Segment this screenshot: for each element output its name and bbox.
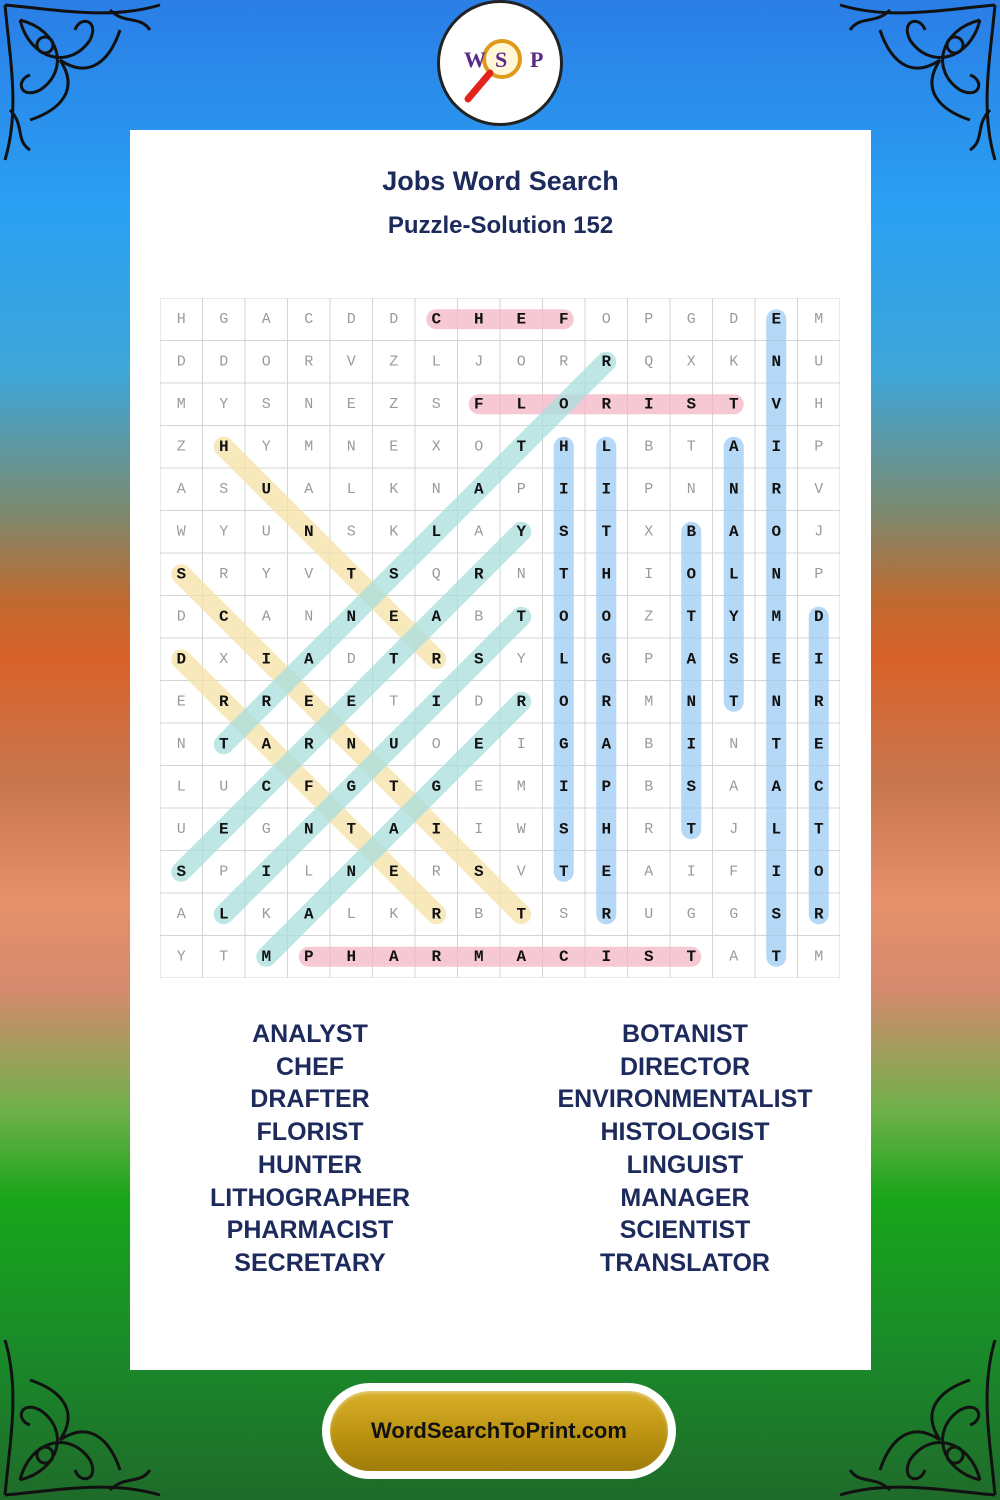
- grid-letter[interactable]: A: [304, 480, 314, 498]
- grid-letter[interactable]: O: [686, 565, 697, 584]
- grid-letter[interactable]: V: [516, 863, 526, 881]
- grid-letter[interactable]: T: [388, 777, 399, 796]
- grid-letter[interactable]: T: [346, 820, 357, 839]
- word-list-item: CHEF: [275, 1052, 345, 1081]
- grid-letter[interactable]: S: [771, 905, 782, 924]
- grid-letter[interactable]: D: [729, 310, 739, 328]
- grid-letter[interactable]: M: [176, 395, 186, 413]
- grid-letter[interactable]: P: [814, 438, 824, 456]
- grid-letter[interactable]: A: [516, 947, 527, 966]
- grid-letter[interactable]: K: [389, 905, 399, 923]
- grid-letter[interactable]: M: [473, 947, 484, 966]
- grid-letter[interactable]: F: [729, 863, 739, 881]
- grid-letter[interactable]: O: [431, 735, 441, 753]
- grid-letter[interactable]: R: [431, 863, 441, 881]
- grid-letter[interactable]: R: [261, 692, 272, 711]
- grid-letter[interactable]: N: [771, 352, 782, 371]
- grid-letter[interactable]: H: [601, 820, 612, 839]
- grid-letter[interactable]: E: [771, 650, 782, 669]
- grid-letter[interactable]: A: [473, 480, 484, 499]
- grid-letter[interactable]: X: [686, 353, 696, 371]
- grid-letter[interactable]: T: [771, 947, 782, 966]
- grid-letter[interactable]: J: [814, 523, 824, 541]
- grid-letter[interactable]: D: [813, 607, 824, 626]
- grid-letter[interactable]: G: [431, 777, 442, 796]
- grid-letter[interactable]: S: [219, 480, 229, 498]
- grid-letter[interactable]: S: [176, 565, 187, 584]
- grid-letter[interactable]: Y: [261, 438, 271, 456]
- grid-letter[interactable]: R: [431, 947, 442, 966]
- grid-letter[interactable]: E: [389, 438, 399, 456]
- grid-letter[interactable]: R: [601, 352, 612, 371]
- grid-letter[interactable]: A: [601, 735, 612, 754]
- grid-letter[interactable]: N: [686, 480, 696, 498]
- grid-letter[interactable]: T: [558, 565, 569, 584]
- grid-letter[interactable]: K: [389, 480, 399, 498]
- grid-letter[interactable]: P: [601, 777, 612, 796]
- grid-letter[interactable]: R: [431, 650, 442, 669]
- grid-letter[interactable]: P: [303, 947, 314, 966]
- grid-letter[interactable]: M: [814, 948, 824, 966]
- grid-letter[interactable]: N: [346, 438, 356, 456]
- grid-letter[interactable]: L: [431, 522, 442, 541]
- grid-letter[interactable]: G: [261, 820, 271, 838]
- grid-letter[interactable]: Z: [389, 395, 399, 413]
- grid-letter[interactable]: D: [176, 353, 186, 371]
- grid-letter[interactable]: M: [261, 947, 272, 966]
- grid-letter[interactable]: N: [176, 735, 186, 753]
- grid-letter[interactable]: G: [729, 905, 739, 923]
- grid-letter[interactable]: Y: [261, 565, 271, 583]
- grid-letter[interactable]: L: [346, 905, 356, 923]
- grid-letter[interactable]: X: [431, 438, 441, 456]
- grid-letter[interactable]: P: [219, 863, 229, 881]
- grid-letter[interactable]: T: [558, 862, 569, 881]
- grid-letter[interactable]: A: [729, 778, 739, 796]
- grid-letter[interactable]: I: [686, 863, 696, 881]
- word-list-item: HUNTER: [257, 1150, 363, 1179]
- grid-letter[interactable]: E: [771, 310, 782, 329]
- grid-letter[interactable]: A: [303, 905, 314, 924]
- grid-letter[interactable]: Z: [644, 608, 654, 626]
- grid-letter[interactable]: O: [771, 522, 782, 541]
- grid-letter[interactable]: A: [388, 820, 399, 839]
- grid-letter[interactable]: U: [176, 820, 186, 838]
- grid-letter[interactable]: Z: [389, 353, 399, 371]
- grid-letter[interactable]: G: [601, 650, 612, 669]
- grid-letter[interactable]: C: [431, 310, 442, 329]
- grid-letter[interactable]: C: [813, 777, 824, 796]
- grid-letter[interactable]: L: [601, 437, 612, 456]
- grid-letter[interactable]: T: [389, 693, 399, 711]
- grid-letter[interactable]: R: [813, 905, 824, 924]
- grid-letter[interactable]: G: [686, 905, 696, 923]
- grid-letter[interactable]: I: [644, 565, 654, 583]
- grid-letter[interactable]: L: [218, 905, 229, 924]
- grid-letter[interactable]: R: [431, 905, 442, 924]
- grid-letter[interactable]: I: [601, 480, 612, 499]
- grid-letter[interactable]: T: [686, 438, 696, 456]
- grid-letter[interactable]: T: [219, 948, 229, 966]
- grid-letter[interactable]: T: [686, 820, 697, 839]
- grid-letter[interactable]: R: [601, 395, 612, 414]
- grid-letter[interactable]: V: [346, 353, 356, 371]
- grid-letter[interactable]: D: [346, 310, 356, 328]
- grid-letter[interactable]: I: [431, 692, 442, 711]
- grid-letter[interactable]: E: [813, 735, 824, 754]
- grid-letter[interactable]: U: [219, 778, 229, 796]
- grid-letter[interactable]: U: [388, 735, 399, 754]
- grid-letter[interactable]: I: [474, 820, 484, 838]
- grid-letter[interactable]: Y: [176, 948, 186, 966]
- grid-letter[interactable]: T: [601, 522, 612, 541]
- grid-letter[interactable]: A: [261, 608, 271, 626]
- grid-letter[interactable]: D: [389, 310, 399, 328]
- grid-letter[interactable]: L: [431, 353, 441, 371]
- grid-letter[interactable]: I: [431, 820, 442, 839]
- grid-letter[interactable]: V: [304, 565, 314, 583]
- grid-letter[interactable]: T: [516, 905, 527, 924]
- grid-letter[interactable]: S: [643, 947, 654, 966]
- grid-letter[interactable]: I: [686, 735, 697, 754]
- grid-letter[interactable]: S: [176, 862, 187, 881]
- grid-letter[interactable]: U: [261, 480, 272, 499]
- grid-letter[interactable]: N: [771, 692, 782, 711]
- word-list-item: LINGUIST: [626, 1150, 744, 1179]
- grid-letter[interactable]: X: [644, 523, 654, 541]
- grid-letter[interactable]: E: [303, 692, 314, 711]
- grid-letter[interactable]: R: [473, 565, 484, 584]
- grid-letter[interactable]: S: [388, 565, 399, 584]
- grid-letter[interactable]: L: [771, 820, 782, 839]
- grid-letter[interactable]: G: [219, 310, 229, 328]
- grid-letter[interactable]: R: [601, 692, 612, 711]
- grid-letter[interactable]: L: [176, 778, 186, 796]
- grid-letter[interactable]: U: [814, 353, 824, 371]
- grid-letter[interactable]: H: [218, 437, 229, 456]
- grid-letter[interactable]: A: [644, 863, 654, 881]
- grid-letter[interactable]: R: [644, 820, 654, 838]
- grid-letter[interactable]: E: [218, 820, 229, 839]
- word-list-item: SECRETARY: [234, 1248, 386, 1277]
- grid-letter[interactable]: G: [558, 735, 569, 754]
- grid-letter[interactable]: R: [813, 692, 824, 711]
- grid-letter[interactable]: T: [771, 735, 782, 754]
- grid-letter[interactable]: S: [558, 820, 569, 839]
- grid-letter[interactable]: Y: [516, 522, 527, 541]
- grid-letter[interactable]: N: [771, 565, 782, 584]
- grid-letter[interactable]: T: [686, 607, 697, 626]
- grid-letter[interactable]: N: [728, 480, 739, 499]
- grid-letter[interactable]: N: [304, 395, 314, 413]
- grid-letter[interactable]: N: [303, 522, 314, 541]
- grid-letter[interactable]: B: [474, 608, 484, 626]
- grid-letter[interactable]: N: [686, 692, 697, 711]
- puzzle-card: [130, 130, 871, 1370]
- grid-letter[interactable]: B: [474, 905, 484, 923]
- word-list-item: BOTANIST: [622, 1020, 748, 1048]
- grid-letter[interactable]: I: [516, 735, 526, 753]
- grid-letter[interactable]: O: [601, 607, 612, 626]
- grid-letter[interactable]: A: [431, 607, 442, 626]
- grid-letter[interactable]: A: [771, 777, 782, 796]
- grid-letter[interactable]: P: [814, 565, 824, 583]
- grid-letter[interactable]: R: [601, 905, 612, 924]
- grid-letter[interactable]: L: [558, 650, 569, 669]
- grid-letter[interactable]: Q: [644, 353, 654, 371]
- grid-letter[interactable]: S: [686, 395, 697, 414]
- grid-letter[interactable]: D: [176, 608, 186, 626]
- grid-letter[interactable]: I: [643, 395, 654, 414]
- grid-letter[interactable]: T: [728, 692, 739, 711]
- grid-letter[interactable]: T: [728, 395, 739, 414]
- grid-letter[interactable]: A: [686, 650, 697, 669]
- grid-letter[interactable]: H: [473, 310, 484, 329]
- grid-letter[interactable]: O: [558, 692, 569, 711]
- grid-letter[interactable]: O: [474, 438, 484, 456]
- puzzle-title: Jobs Word Search: [382, 166, 619, 196]
- word-list-item: ENVIRONMENTALIST: [557, 1085, 813, 1114]
- grid-letter[interactable]: M: [304, 438, 314, 456]
- word-list-item: DRAFTER: [250, 1085, 370, 1114]
- grid-letter[interactable]: I: [771, 437, 782, 456]
- logo-letter-p: P: [530, 47, 544, 72]
- grid-letter[interactable]: U: [261, 523, 271, 541]
- grid-letter[interactable]: B: [644, 735, 654, 753]
- grid-letter[interactable]: R: [516, 692, 527, 711]
- word-list-item: FLORIST: [256, 1118, 364, 1147]
- grid-letter[interactable]: K: [729, 353, 739, 371]
- grid-letter[interactable]: P: [644, 480, 654, 498]
- grid-letter[interactable]: Y: [728, 607, 739, 626]
- grid-letter[interactable]: U: [644, 905, 654, 923]
- grid-letter[interactable]: D: [474, 693, 484, 711]
- grid-letter[interactable]: A: [729, 948, 739, 966]
- grid-letter[interactable]: P: [644, 650, 654, 668]
- grid-letter[interactable]: N: [346, 607, 357, 626]
- grid-letter[interactable]: I: [558, 777, 569, 796]
- grid-letter[interactable]: O: [813, 862, 824, 881]
- grid-letter[interactable]: E: [474, 778, 484, 796]
- grid-letter[interactable]: I: [813, 650, 824, 669]
- grid-letter[interactable]: H: [558, 437, 569, 456]
- grid-letter[interactable]: C: [558, 947, 569, 966]
- word-list-item: HISTOLOGIST: [600, 1118, 770, 1147]
- grid-letter[interactable]: H: [814, 395, 824, 413]
- grid-letter[interactable]: C: [304, 310, 314, 328]
- word-list-item: SCIENTIST: [619, 1216, 751, 1245]
- grid-letter[interactable]: N: [729, 735, 739, 753]
- word-list-right: [505, 1018, 865, 1280]
- grid-letter[interactable]: I: [601, 947, 612, 966]
- grid-letter[interactable]: E: [473, 735, 484, 754]
- grid-letter[interactable]: R: [303, 735, 314, 754]
- word-list-left: [130, 1018, 490, 1280]
- grid-letter[interactable]: A: [176, 905, 186, 923]
- grid-letter[interactable]: D: [219, 353, 229, 371]
- grid-letter[interactable]: Q: [431, 565, 441, 583]
- grid-letter[interactable]: S: [261, 395, 271, 413]
- grid-letter[interactable]: A: [728, 522, 739, 541]
- grid-letter[interactable]: A: [303, 650, 314, 669]
- grid-letter[interactable]: T: [218, 735, 229, 754]
- grid-letter[interactable]: O: [516, 353, 526, 371]
- grid-letter[interactable]: O: [261, 353, 271, 371]
- grid-letter[interactable]: A: [388, 947, 399, 966]
- grid-letter[interactable]: B: [644, 438, 654, 456]
- grid-letter[interactable]: I: [558, 480, 569, 499]
- grid-letter[interactable]: F: [558, 310, 569, 329]
- grid-letter[interactable]: W: [516, 820, 526, 838]
- word-search-grid[interactable]: [160, 298, 840, 978]
- grid-letter[interactable]: E: [346, 395, 356, 413]
- grid-letter[interactable]: O: [558, 395, 569, 414]
- grid-letter[interactable]: A: [474, 523, 484, 541]
- word-list-item: ANALYST: [252, 1020, 368, 1048]
- grid-letter[interactable]: K: [261, 905, 271, 923]
- grid-letter[interactable]: W: [176, 523, 186, 541]
- grid-letter[interactable]: Y: [219, 395, 229, 413]
- grid-letter[interactable]: S: [346, 523, 356, 541]
- grid-letter[interactable]: S: [558, 522, 569, 541]
- grid-letter[interactable]: Z: [176, 438, 186, 456]
- grid-letter[interactable]: L: [346, 480, 356, 498]
- grid-letter[interactable]: T: [388, 650, 399, 669]
- grid-letter[interactable]: R: [304, 353, 314, 371]
- grid-letter[interactable]: M: [814, 310, 824, 328]
- grid-letter[interactable]: N: [346, 862, 357, 881]
- grid-letter[interactable]: I: [261, 650, 272, 669]
- grid-letter[interactable]: I: [261, 862, 272, 881]
- wsp-logo[interactable]: [437, 0, 563, 126]
- grid-letter[interactable]: R: [219, 565, 229, 583]
- grid-letter[interactable]: R: [559, 353, 569, 371]
- grid-letter[interactable]: T: [346, 565, 357, 584]
- grid-letter[interactable]: B: [686, 522, 697, 541]
- grid-letter[interactable]: V: [814, 480, 824, 498]
- grid-letter[interactable]: V: [771, 395, 782, 414]
- grid-letter[interactable]: F: [473, 395, 484, 414]
- grid-letter[interactable]: R: [218, 692, 229, 711]
- grid-letter[interactable]: N: [346, 735, 357, 754]
- grid-letter[interactable]: T: [516, 437, 527, 456]
- grid-letter[interactable]: A: [261, 735, 272, 754]
- grid-letter[interactable]: X: [219, 650, 229, 668]
- grid-letter[interactable]: S: [431, 395, 441, 413]
- grid-letter[interactable]: C: [261, 777, 272, 796]
- word-list-item: LITHOGRAPHER: [210, 1183, 410, 1212]
- grid-letter[interactable]: N: [303, 820, 314, 839]
- logo-letter-s: S: [495, 47, 508, 72]
- word-list-item: DIRECTOR: [619, 1052, 751, 1081]
- site-link-label: WordSearchToPrint.com: [330, 1391, 668, 1471]
- grid-letter[interactable]: N: [304, 608, 314, 626]
- grid-letter[interactable]: H: [176, 310, 186, 328]
- grid-letter[interactable]: S: [686, 777, 697, 796]
- word-list-item: MANAGER: [620, 1183, 750, 1212]
- grid-letter[interactable]: A: [176, 480, 186, 498]
- magnifier-icon: [440, 3, 560, 123]
- grid-letter[interactable]: E: [601, 862, 612, 881]
- grid-letter[interactable]: F: [303, 777, 314, 796]
- grid-letter[interactable]: N: [516, 565, 526, 583]
- word-list-item: PHARMACIST: [226, 1216, 394, 1245]
- grid-letter[interactable]: T: [516, 607, 527, 626]
- grid-letter[interactable]: E: [388, 862, 399, 881]
- grid-letter[interactable]: O: [558, 607, 569, 626]
- grid-letter[interactable]: Y: [516, 650, 526, 668]
- grid-letter[interactable]: L: [304, 863, 314, 881]
- grid-letter[interactable]: B: [644, 778, 654, 796]
- grid-letter[interactable]: O: [601, 310, 611, 328]
- grid-letter[interactable]: G: [346, 777, 357, 796]
- grid-letter[interactable]: H: [346, 947, 357, 966]
- grid-letter[interactable]: S: [473, 862, 484, 881]
- grid-letter[interactable]: M: [771, 607, 782, 626]
- word-list-item: TRANSLATOR: [600, 1248, 770, 1277]
- grid-letter[interactable]: E: [176, 693, 186, 711]
- grid-letter[interactable]: G: [686, 310, 696, 328]
- grid-letter[interactable]: J: [729, 820, 739, 838]
- grid-letter[interactable]: S: [473, 650, 484, 669]
- grid-letter[interactable]: A: [728, 437, 739, 456]
- grid-letter[interactable]: T: [686, 947, 697, 966]
- grid-letter[interactable]: S: [728, 650, 739, 669]
- grid-letter[interactable]: E: [388, 607, 399, 626]
- grid-letter[interactable]: L: [728, 565, 739, 584]
- logo-letter-w: W: [464, 47, 486, 72]
- grid-letter[interactable]: A: [261, 310, 271, 328]
- grid-letter[interactable]: D: [346, 650, 356, 668]
- grid-letter[interactable]: R: [771, 480, 782, 499]
- grid-letter[interactable]: J: [474, 353, 484, 371]
- grid-letter[interactable]: T: [813, 820, 824, 839]
- grid-letter[interactable]: M: [516, 778, 526, 796]
- grid-letter[interactable]: P: [516, 480, 526, 498]
- grid-letter[interactable]: P: [644, 310, 654, 328]
- grid-letter[interactable]: L: [516, 395, 527, 414]
- puzzle-subtitle: Puzzle-Solution 152: [387, 212, 614, 239]
- site-link-button[interactable]: [322, 1383, 676, 1479]
- grid-letter[interactable]: C: [218, 607, 229, 626]
- grid-letter[interactable]: D: [176, 650, 187, 669]
- grid-letter[interactable]: M: [644, 693, 654, 711]
- grid-letter[interactable]: E: [346, 692, 357, 711]
- grid-letter[interactable]: K: [389, 523, 399, 541]
- grid-canvas: [160, 298, 840, 978]
- grid-letter[interactable]: S: [559, 905, 569, 923]
- grid-letter[interactable]: E: [516, 310, 527, 329]
- grid-letter[interactable]: H: [601, 565, 612, 584]
- grid-letter[interactable]: I: [771, 862, 782, 881]
- grid-letter[interactable]: Y: [219, 523, 229, 541]
- grid-letter[interactable]: N: [431, 480, 441, 498]
